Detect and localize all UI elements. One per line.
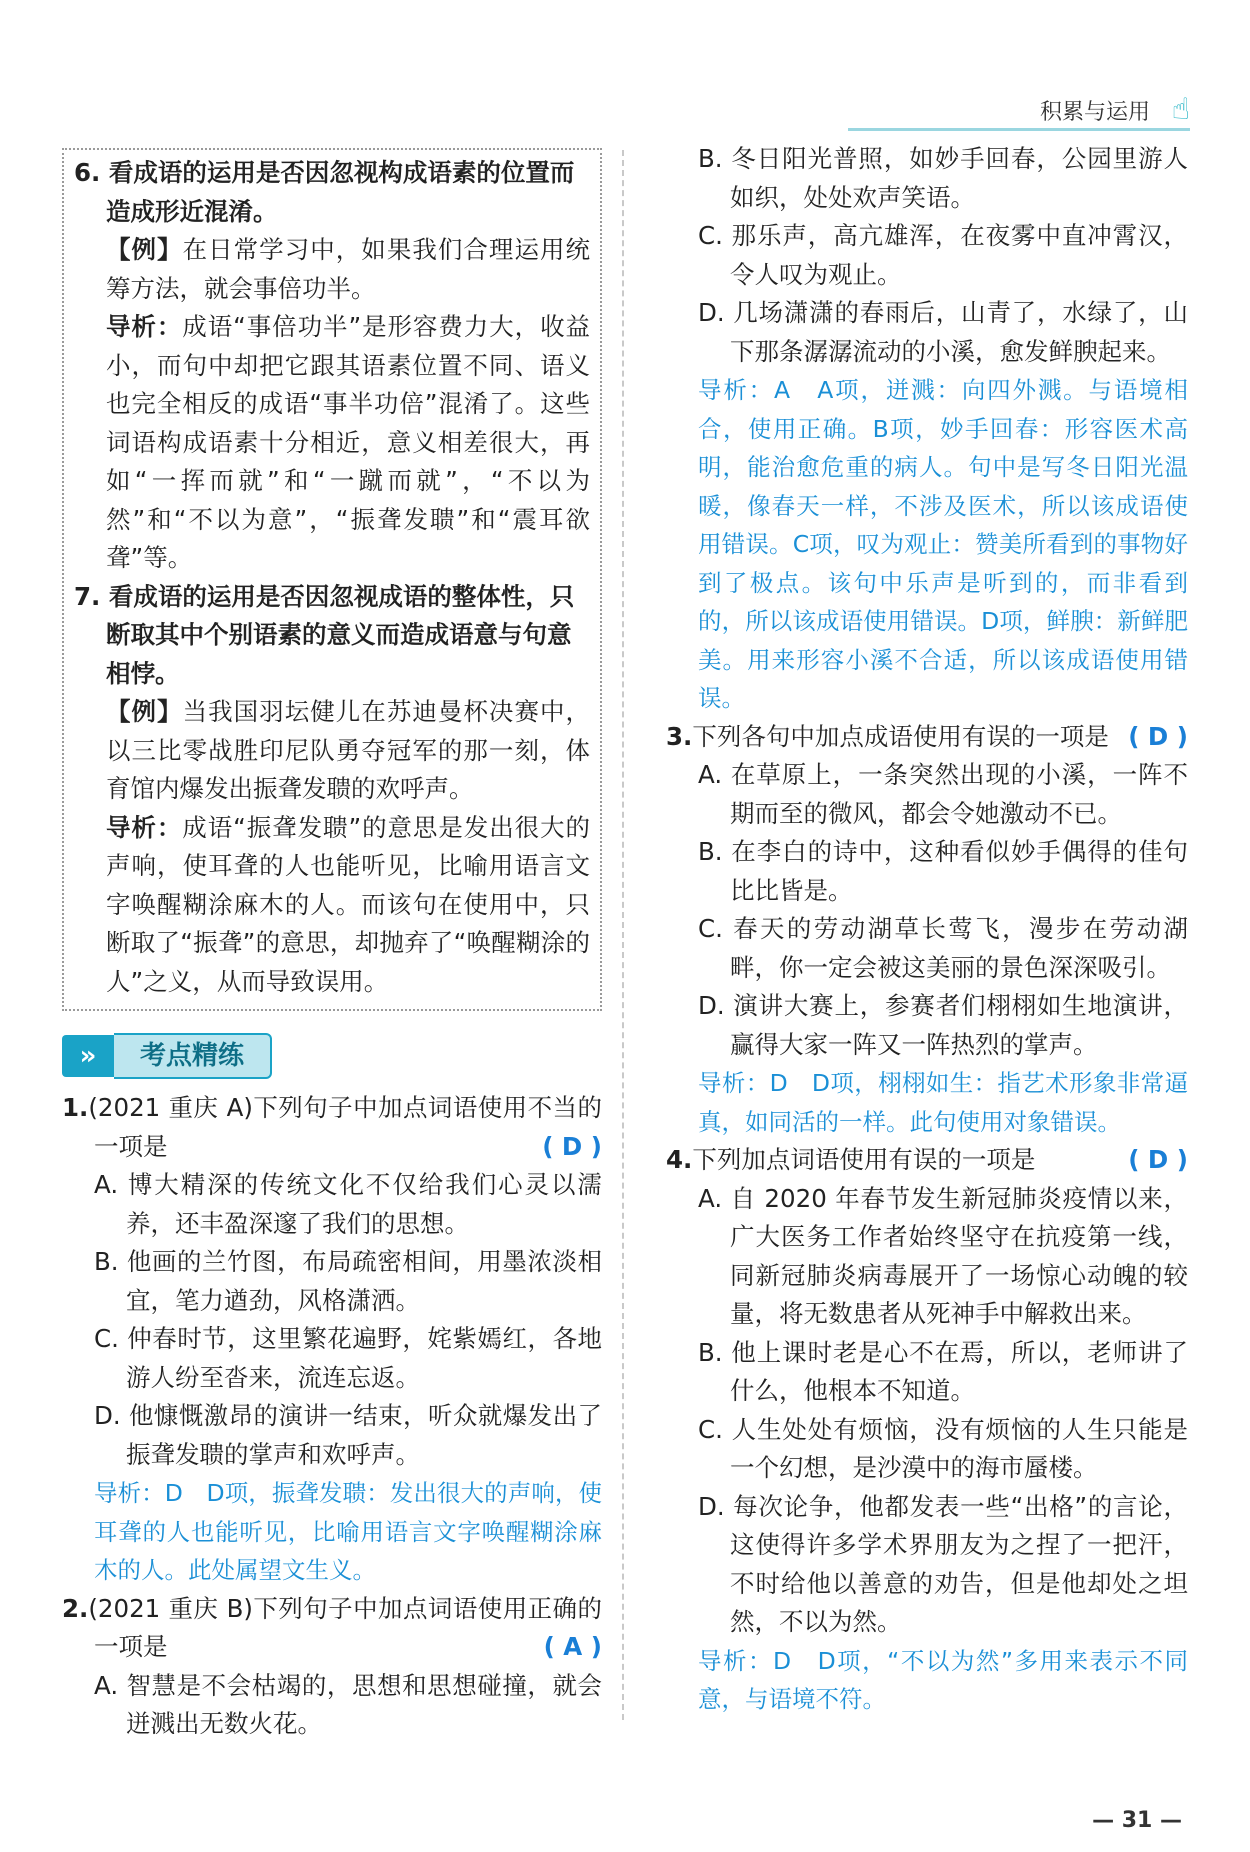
page-number: — 31 —	[1092, 1808, 1182, 1833]
question-3-answer: ( D )	[1128, 721, 1188, 751]
question-2-answer: ( A )	[543, 1632, 602, 1661]
question-3-option-b: B. 在李白的诗中，这种看似妙手偶得的佳句比比皆是。	[698, 837, 1188, 905]
question-1-analysis: 导析：D D项，振聋发聩：发出很大的声响，使耳聋的人也能听见，比喻用语言文字唤醒糊涂麻木的人。此处属望文生义。	[94, 1479, 602, 1584]
question-2-stem: 2.(2021 重庆 B)下列句子中加点词语使用正确的一项是 ( A )	[62, 1590, 602, 1667]
question-3-option-a: A. 在草原上，一条突然出现的小溪，一阵不期而至的微风，都会令她激动不已。	[698, 760, 1188, 828]
question-4-stem: 4.下列加点词语使用有误的一项是 ( D )	[666, 1141, 1188, 1180]
question-4-option-d: D. 每次论争，他都发表一些“出格”的言论，这使得许多学术界朋友为之捏了一把汗，不时给他以善意的劝告，但是他却处之坦然，不以为然。	[698, 1491, 1188, 1636]
question-3-option-c: C. 春天的劳动湖草长莺飞，漫步在劳动湖畔，你一定会被这美丽的景色深深吸引。	[698, 914, 1188, 982]
question-3-option-d: D. 演讲大赛上，参赛者们栩栩如生地演讲，赢得大家一阵又一阵热烈的掌声。	[698, 991, 1188, 1059]
header-section-label: 积累与运用	[1039, 100, 1150, 125]
tip-6-title: 6. 看成语的运用是否因忽视构成语素的位置而造成形近混淆。	[74, 158, 575, 226]
question-3	[666, 718, 1188, 1142]
question-4-analysis: 导析：D D项，“不以为然”多用来表示不同意，与语境不符。	[698, 1646, 1188, 1713]
question-1-option-c: C. 仲春时节，这里繁花遍野，姹紫嫣红，各地游人纷至沓来，流连忘返。	[94, 1324, 602, 1392]
question-4-answer: ( D )	[1128, 1145, 1188, 1174]
question-2-continued	[666, 140, 1188, 718]
tip-6-example: 【例】在日常学习中，如果我们合理运用统筹方法，就会事倍功半。	[106, 235, 591, 303]
header-rule	[848, 128, 1190, 131]
column-divider	[622, 150, 624, 1720]
double-arrow-icon: »	[62, 1035, 114, 1077]
tip-7-title: 7. 看成语的运用是否因忽视成语的整体性，只断取其中个别语素的意义而造成语意与句意相悖。	[74, 581, 575, 688]
method-box	[62, 148, 602, 1011]
tip-7-example: 【例】当我国羽坛健儿在苏迪曼杯决赛中，以三比零战胜印尼队勇夺冠军的那一刻，体育馆内爆发出振聋发聩的欢呼声。	[106, 697, 591, 803]
question-1-option-b: B. 他画的兰竹图，布局疏密相间，用墨浓淡相宜，笔力遒劲，风格潇洒。	[94, 1247, 602, 1315]
question-2-option-a: A. 智慧是不会枯竭的，思想和思想碰撞，就会迸溅出无数火花。	[94, 1670, 602, 1738]
section-title: 考点精练	[114, 1033, 272, 1079]
pointing-hand-icon: ☝	[1171, 92, 1190, 127]
question-1-option-d: D. 他慷慨激昂的演讲一结束，听众就爆发出了振聋发聩的掌声和欢呼声。	[94, 1401, 602, 1469]
question-1-stem: 1.(2021 重庆 A)下列句子中加点词语使用不当的一项是 ( D )	[62, 1089, 602, 1166]
question-2-option-c: C. 那乐声，高亢雄浑，在夜雾中直冲霄汉，令人叹为观止。	[698, 221, 1188, 289]
question-3-analysis: 导析：D D项，栩栩如生：指艺术形象非常逼真，如同活的一样。此句使用对象错误。	[698, 1069, 1188, 1136]
question-2	[62, 1590, 602, 1744]
question-2-option-b: B. 冬日阳光普照，如妙手回春，公园里游人如织，处处欢声笑语。	[698, 144, 1188, 212]
question-1	[62, 1089, 602, 1590]
tip-7-analysis: 导析：成语“振聋发聩”的意思是发出很大的声响，使耳聋的人也能听见，比喻用语言文字唤醒糊涂麻木的人。而该句在使用中，只断取了“振聋”的意思，却抛弃了“唤醒糊涂的人”之义，从而导致误用。	[106, 812, 590, 996]
question-1-option-a: A. 博大精深的传统文化不仅给我们心灵以濡养，还丰盈深邃了我们的思想。	[94, 1170, 602, 1238]
question-1-answer: ( D )	[542, 1131, 602, 1161]
question-3-stem: 3.下列各句中加点成语使用有误的一项是 ( D )	[666, 718, 1188, 757]
tip-6-analysis: 导析：成语“事倍功半”是形容费力大，收益小，而句中却把它跟其语素位置不同、语义也完全相反的成语“事半功倍”混淆了。这些词语构成语素十分相近，意义相差很大，再如“一挥而就”和“一蹴而就”，“不以为然”和“不以为意”，“振聋发聩”和“震耳欲聋”等。	[106, 312, 590, 572]
question-4	[666, 1141, 1188, 1719]
section-header	[62, 1033, 602, 1079]
question-4-option-b: B. 他上课时老是心不在焉，所以，老师讲了什么，他根本不知道。	[698, 1337, 1188, 1405]
question-2-option-d: D. 几场潇潇的春雨后，山青了，水绿了，山下那条潺潺流动的小溪，愈发鲜腴起来。	[698, 298, 1188, 366]
question-4-option-a: A. 自 2020 年春节发生新冠肺炎疫情以来，广大医务工作者始终坚守在抗疫第一线，同新冠肺炎病毒展开了一场惊心动魄的较量，将无数患者从死神手中解救出来。	[698, 1183, 1188, 1328]
question-4-option-c: C. 人生处处有烦恼，没有烦恼的人生只能是一个幻想，是沙漠中的海市蜃楼。	[698, 1414, 1188, 1482]
question-2-analysis: 导析：A A项，迸溅：向四外溅。与语境相合，使用正确。B项，妙手回春：形容医术高明，能治愈危重的病人。句中是写冬日阳光温暖，像春天一样，不涉及医术，所以该成语使用错误。C项，叹为观止：赞美所看到的事物好到了极点。该句中乐声是听到的，而非看到的，所以该成语使用错误。D项，鲜腴：新鲜肥美。用来形容小溪不合适，所以该成语使用错误。	[698, 376, 1188, 712]
left-column	[62, 148, 602, 1744]
right-column	[666, 140, 1188, 1719]
